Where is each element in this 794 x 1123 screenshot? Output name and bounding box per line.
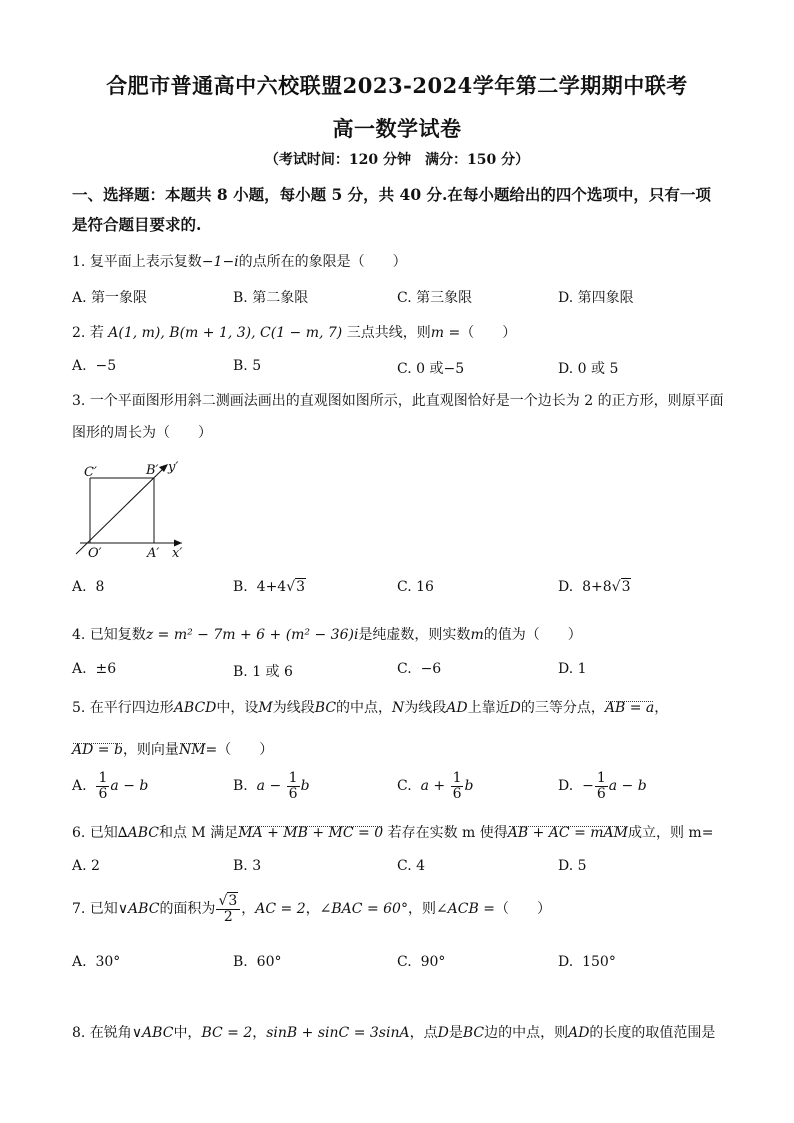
option-text: −5 xyxy=(95,358,117,374)
question-text: 的中点， xyxy=(336,700,393,716)
q4-option-a xyxy=(72,661,116,677)
question-text: 是 xyxy=(448,1025,463,1041)
label-b-prime: B′ xyxy=(146,463,159,478)
option-label: C. xyxy=(397,361,412,377)
question-text: ，则 xyxy=(407,901,436,918)
question-number: 6. xyxy=(72,825,86,841)
q6-option-a xyxy=(72,858,100,874)
fraction-numerator: 1 xyxy=(452,770,462,786)
option-label: C. xyxy=(397,778,412,795)
q2-option-a xyxy=(72,358,116,374)
question-text: （ ） xyxy=(460,325,517,341)
question-1 xyxy=(72,251,407,271)
q7-option-a xyxy=(72,954,120,970)
math-var: M xyxy=(258,700,273,716)
q1-option-b xyxy=(233,287,308,307)
label-y-prime: y′ xyxy=(168,460,179,475)
question-6 xyxy=(72,822,713,842)
question-3-line2 xyxy=(72,422,212,442)
question-text: 是纯虚数，则实数 xyxy=(358,627,471,643)
question-text: ，点 xyxy=(409,1025,438,1041)
option-text: 16 xyxy=(416,579,434,595)
question-text: 已知 xyxy=(89,901,118,918)
question-text: =（ ） xyxy=(205,742,274,758)
q1-option-c xyxy=(397,287,472,307)
option-label: D. xyxy=(558,778,574,795)
option-text: ±6 xyxy=(95,661,117,677)
math-var: D xyxy=(437,1025,449,1041)
math-var: ∨ABC xyxy=(117,901,160,918)
fraction-numerator: 1 xyxy=(288,770,298,786)
question-7 xyxy=(72,894,551,924)
math-expr: a − b xyxy=(608,778,647,795)
option-label: D. xyxy=(558,361,574,377)
option-label: A. xyxy=(72,954,87,970)
section-heading xyxy=(72,180,722,240)
option-label: A. xyxy=(72,358,87,374)
question-text: ， xyxy=(241,901,256,918)
sqrt-sign: √ xyxy=(611,579,621,595)
option-label: C. xyxy=(397,954,412,970)
question-text: 和点 M 满足 xyxy=(158,825,239,841)
question-text: 的值为（ ） xyxy=(483,627,582,643)
label-a-prime: A′ xyxy=(147,546,160,560)
option-label: B. xyxy=(233,664,248,680)
sqrt-sign: √ xyxy=(286,579,296,595)
question-text: ，则向量 xyxy=(122,742,179,758)
vector-expr: AB = a xyxy=(604,700,655,716)
question-3 xyxy=(72,390,724,410)
q7-option-d xyxy=(558,954,616,970)
question-text: 边的中点，则 xyxy=(484,1025,569,1041)
q5-option-d xyxy=(558,771,647,801)
question-text: 在平行四边形 xyxy=(89,700,174,716)
q3-figure xyxy=(72,458,192,560)
option-text: 8 xyxy=(95,579,105,595)
math-expr: A(1, m), B(m + 1, 3), C(1 − m, 7) xyxy=(108,325,343,341)
math-var: AD xyxy=(446,700,468,716)
option-text: −6 xyxy=(420,661,442,677)
question-text: （ ） xyxy=(494,901,551,918)
math-expr: AC = 2 xyxy=(255,901,306,918)
q5-option-a xyxy=(72,771,148,801)
math-var: D xyxy=(509,700,521,716)
math-expr: −1−i xyxy=(201,254,239,270)
option-label: A. xyxy=(72,778,87,795)
fraction-numerator: 1 xyxy=(596,770,606,786)
question-5: 5. 在平行四边形ABCD中，设M为线段BC的中点，N为线段AD上靠近D的三等分点，AB = a， xyxy=(72,700,669,716)
option-text: 4 xyxy=(416,858,426,874)
question-text: 的点所在的象限是（ ） xyxy=(238,254,407,270)
radicand: 3 xyxy=(621,579,631,595)
q7-option-b xyxy=(233,954,281,970)
vector-expr: AD = b xyxy=(72,742,123,758)
question-text: 复平面上表示复数 xyxy=(89,254,202,270)
math-expr: m xyxy=(470,627,484,643)
option-label: D. xyxy=(558,579,574,595)
option-label: A. xyxy=(72,290,87,306)
question-text: 的面积为 xyxy=(159,901,216,918)
fraction xyxy=(451,771,464,801)
radicand: 3 xyxy=(228,893,238,909)
option-text: 2 xyxy=(91,858,100,874)
sqrt-sign: √ xyxy=(218,893,228,909)
question-text: 中， xyxy=(173,1025,202,1041)
vector-expr: NM xyxy=(178,742,206,758)
math-expr: a + xyxy=(420,778,450,795)
option-label: C. xyxy=(397,290,412,306)
math-expr: BC = 2 xyxy=(201,1025,253,1041)
section-heading-line1: 一、选择题：本题共 8 小题，每小题 5 分，共 40 分.在每小题给出的四个选项中，只有一项 xyxy=(72,185,711,204)
option-label: A. xyxy=(72,661,87,677)
math-expr: m = xyxy=(430,325,461,341)
option-label: B. xyxy=(233,778,248,795)
math-expr: ∠BAC = 60° xyxy=(319,901,408,918)
option-text: 4+4 xyxy=(256,579,287,595)
vector-expr: AB + AC = mAM xyxy=(507,825,628,841)
question-number: 3. xyxy=(72,393,86,409)
radicand: 3 xyxy=(296,579,306,595)
option-label: B. xyxy=(233,954,248,970)
q5-option-b xyxy=(233,771,310,801)
math-var: BC xyxy=(314,700,337,716)
question-text: 上靠近 xyxy=(467,700,510,716)
label-c-prime: C′ xyxy=(84,465,97,480)
math-expr: a − xyxy=(256,778,286,795)
question-text: 在锐角 xyxy=(89,1025,132,1041)
option-text: 3 xyxy=(252,858,262,874)
option-text: 0 或 5 xyxy=(577,361,619,377)
fraction-denominator: 6 xyxy=(596,785,606,802)
question-text: 为线段 xyxy=(404,700,447,716)
option-label: B. xyxy=(233,358,248,374)
question-text: 一个平面图形用斜二测画法画出的直观图如图所示，此直观图恰好是一个边长为 2 的正方形，则原平面 xyxy=(89,393,724,409)
math-expr: − b xyxy=(118,778,149,795)
question-text: 已知复数 xyxy=(89,627,146,643)
option-text: 0 或−5 xyxy=(416,361,465,377)
option-text: 90° xyxy=(420,954,446,970)
label-o-prime: O′ xyxy=(88,546,102,560)
option-text: 150° xyxy=(582,954,616,970)
y-axis-arrow xyxy=(159,464,168,472)
question-text: 若 xyxy=(89,325,104,341)
option-label: B. xyxy=(233,858,248,874)
question-number: 8. xyxy=(72,1025,86,1041)
fraction-denominator: 6 xyxy=(452,785,462,802)
question-text: 若存在实数 m 使得 xyxy=(387,825,508,841)
math-var: AD xyxy=(568,1025,590,1041)
exam-subtitle: 高一数学试卷 xyxy=(332,116,462,141)
section-heading-line2: 是符合题目要求的. xyxy=(72,215,202,234)
option-label: B. xyxy=(233,579,248,595)
fraction-numerator: 1 xyxy=(98,770,108,786)
question-text: 已知∆ xyxy=(89,825,128,841)
question-5-line2 xyxy=(72,739,273,759)
exam-title: 合肥市普通高中六校联盟2023-2024学年第二学期期中联考 xyxy=(106,73,688,98)
question-8 xyxy=(72,1022,715,1042)
question-text: 的三等分点， xyxy=(520,700,605,716)
q7-option-c xyxy=(397,954,445,970)
option-text: 30° xyxy=(95,954,121,970)
q6-option-b xyxy=(233,858,261,874)
option-label: D. xyxy=(558,290,574,306)
math-var: ABCD xyxy=(173,700,217,716)
question-number: 7. xyxy=(72,901,86,918)
fraction xyxy=(287,771,300,801)
fraction-denominator: 6 xyxy=(288,785,298,802)
q1-option-a xyxy=(72,287,147,307)
question-text: 图形的周长为（ ） xyxy=(72,425,212,441)
question-text: 中，设 xyxy=(216,700,259,716)
q5-option-c xyxy=(397,771,473,801)
math-var: b xyxy=(464,778,474,795)
math-expr: z = m² − 7m + 6 + (m² − 36)i xyxy=(145,627,359,643)
question-4 xyxy=(72,624,582,644)
exam-info: （考试时间：120 分钟 满分：150 分） xyxy=(264,152,530,168)
option-text: 1 xyxy=(577,661,587,677)
question-text: 成立，则 m= xyxy=(627,825,714,841)
q6-option-c xyxy=(397,858,425,874)
q2-option-c xyxy=(397,358,464,378)
q1-option-d xyxy=(558,287,634,307)
option-text: 第二象限 xyxy=(252,290,309,306)
option-text: 5 xyxy=(577,858,587,874)
math-var: ∨ABC xyxy=(131,1025,174,1041)
option-label: C. xyxy=(397,661,412,677)
option-text: 1 或 6 xyxy=(252,664,293,680)
math-var: a xyxy=(110,778,119,795)
option-text: 5 xyxy=(252,358,262,374)
option-text: 第四象限 xyxy=(577,290,634,306)
option-text: 60° xyxy=(256,954,282,970)
question-text: 为线段 xyxy=(272,700,315,716)
question-number: 4. xyxy=(72,627,86,643)
fraction-numerator xyxy=(216,894,240,910)
math-var: BC xyxy=(462,1025,485,1041)
q4-option-d xyxy=(558,661,587,677)
option-label: C. xyxy=(397,858,412,874)
option-text: 第三象限 xyxy=(416,290,473,306)
math-var: ABC xyxy=(127,825,159,841)
math-expr: ∠ACB = xyxy=(435,901,495,918)
question-text: ， xyxy=(305,901,320,918)
question-number: 5. xyxy=(72,700,86,716)
label-x-prime: x′ xyxy=(172,546,183,560)
q3-option-b xyxy=(233,579,306,595)
option-text: 8+8 xyxy=(582,579,612,595)
option-label: D. xyxy=(558,954,574,970)
math-expr: sinB + sinC = 3sinA xyxy=(266,1025,410,1041)
question-number: 2. xyxy=(72,325,86,341)
fraction xyxy=(216,894,240,924)
q4-option-c xyxy=(397,661,441,677)
option-label: D. xyxy=(558,661,574,677)
q2-option-b xyxy=(233,358,261,374)
fraction-denominator: 6 xyxy=(98,785,108,802)
question-2 xyxy=(72,322,516,342)
q2-option-d xyxy=(558,358,618,378)
vector-expr: MA + MB + MC = 0 xyxy=(238,825,384,841)
option-label: B. xyxy=(233,290,248,306)
math-sign: − xyxy=(582,778,594,795)
q4-option-b xyxy=(233,661,293,681)
question-text: 的长度的取值范围是 xyxy=(589,1025,716,1041)
q3-option-a xyxy=(72,579,104,595)
math-var: b xyxy=(300,778,310,795)
question-text: 三点共线，则 xyxy=(346,325,431,341)
q3-option-c xyxy=(397,579,434,595)
question-text: ， xyxy=(252,1025,267,1041)
q6-option-d xyxy=(558,858,587,874)
math-var: N xyxy=(392,700,405,716)
option-label: C. xyxy=(397,579,412,595)
fraction xyxy=(595,771,608,801)
option-label: A. xyxy=(72,858,87,874)
fraction-denominator: 2 xyxy=(223,908,233,925)
fraction xyxy=(96,771,109,801)
question-number: 1. xyxy=(72,254,86,270)
option-label: D. xyxy=(558,858,574,874)
q3-option-d xyxy=(558,579,631,595)
option-label: A. xyxy=(72,579,87,595)
option-text: 第一象限 xyxy=(91,290,148,306)
